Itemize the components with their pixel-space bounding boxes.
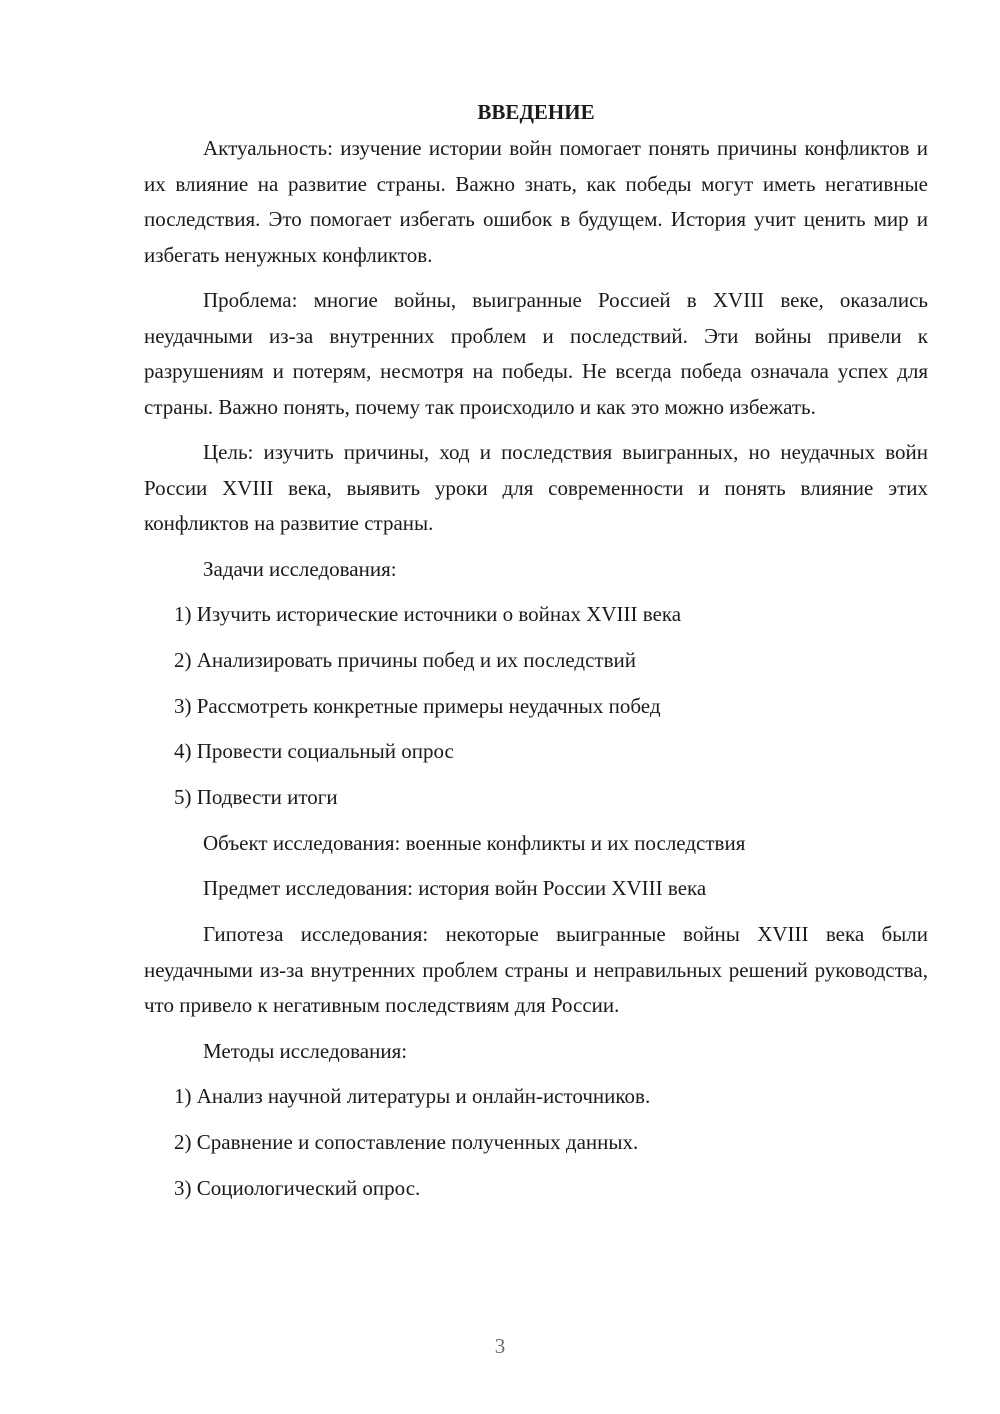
document-page bbox=[144, 94, 928, 1216]
page-title: ВВЕДЕНИЕ bbox=[477, 100, 595, 124]
research-subject: Предмет исследования: история войн России XVIII века bbox=[203, 876, 707, 901]
list-item: 5) Подвести итоги bbox=[174, 784, 338, 809]
tasks-list bbox=[144, 597, 928, 815]
research-object: Объект исследования: военные конфликты и их последствия bbox=[203, 830, 746, 855]
list-item: 4) Провести социальный опрос bbox=[174, 739, 454, 764]
list-item: 2) Анализировать причины побед и их последствий bbox=[174, 647, 636, 672]
list-item: 1) Анализ научной литературы и онлайн-источников. bbox=[174, 1084, 651, 1109]
tasks-heading: Задачи исследования: bbox=[203, 556, 397, 581]
relevance-paragraph: Актуальность: изучение истории войн помогает понять причины конфликтов и их влияние на развитие страны. Важно знать, как победы могут иметь негативные последствия. Это помогает избегать ошибок в будущем. История учит ценить мир и избегать ненужных конфликтов. bbox=[144, 136, 928, 267]
hypothesis-paragraph: Гипотеза исследования: некоторые выигранные войны XVIII века были неудачными из-за внутренних проблем страны и неправильных решений руководства, что привело к негативным последствиям для России. bbox=[144, 922, 928, 1017]
list-item: 2) Сравнение и сопоставление полученных данных. bbox=[174, 1129, 639, 1154]
problem-paragraph: Проблема: многие войны, выигранные Россией в XVIII веке, оказались неудачными из-за внутренних проблем и последствий. Эти войны привели к разрушениям и потерям, несмотря на победы. Не всегда победа означала успех для страны. Важно понять, почему так происходило и как это можно избежать. bbox=[144, 288, 928, 419]
page-number: 3 bbox=[494, 1334, 506, 1358]
methods-list bbox=[144, 1079, 928, 1206]
methods-heading: Методы исследования: bbox=[203, 1038, 408, 1063]
list-item: 1) Изучить исторические источники о войнах XVIII века bbox=[174, 602, 682, 627]
list-item: 3) Социологический опрос. bbox=[174, 1175, 421, 1200]
goal-paragraph: Цель: изучить причины, ход и последствия выигранных, но неудачных войн России XVIII века, выявить уроки для современности и понять влияние этих конфликтов на развитие страны. bbox=[144, 440, 928, 535]
list-item: 3) Рассмотреть конкретные примеры неудачных побед bbox=[174, 693, 661, 718]
